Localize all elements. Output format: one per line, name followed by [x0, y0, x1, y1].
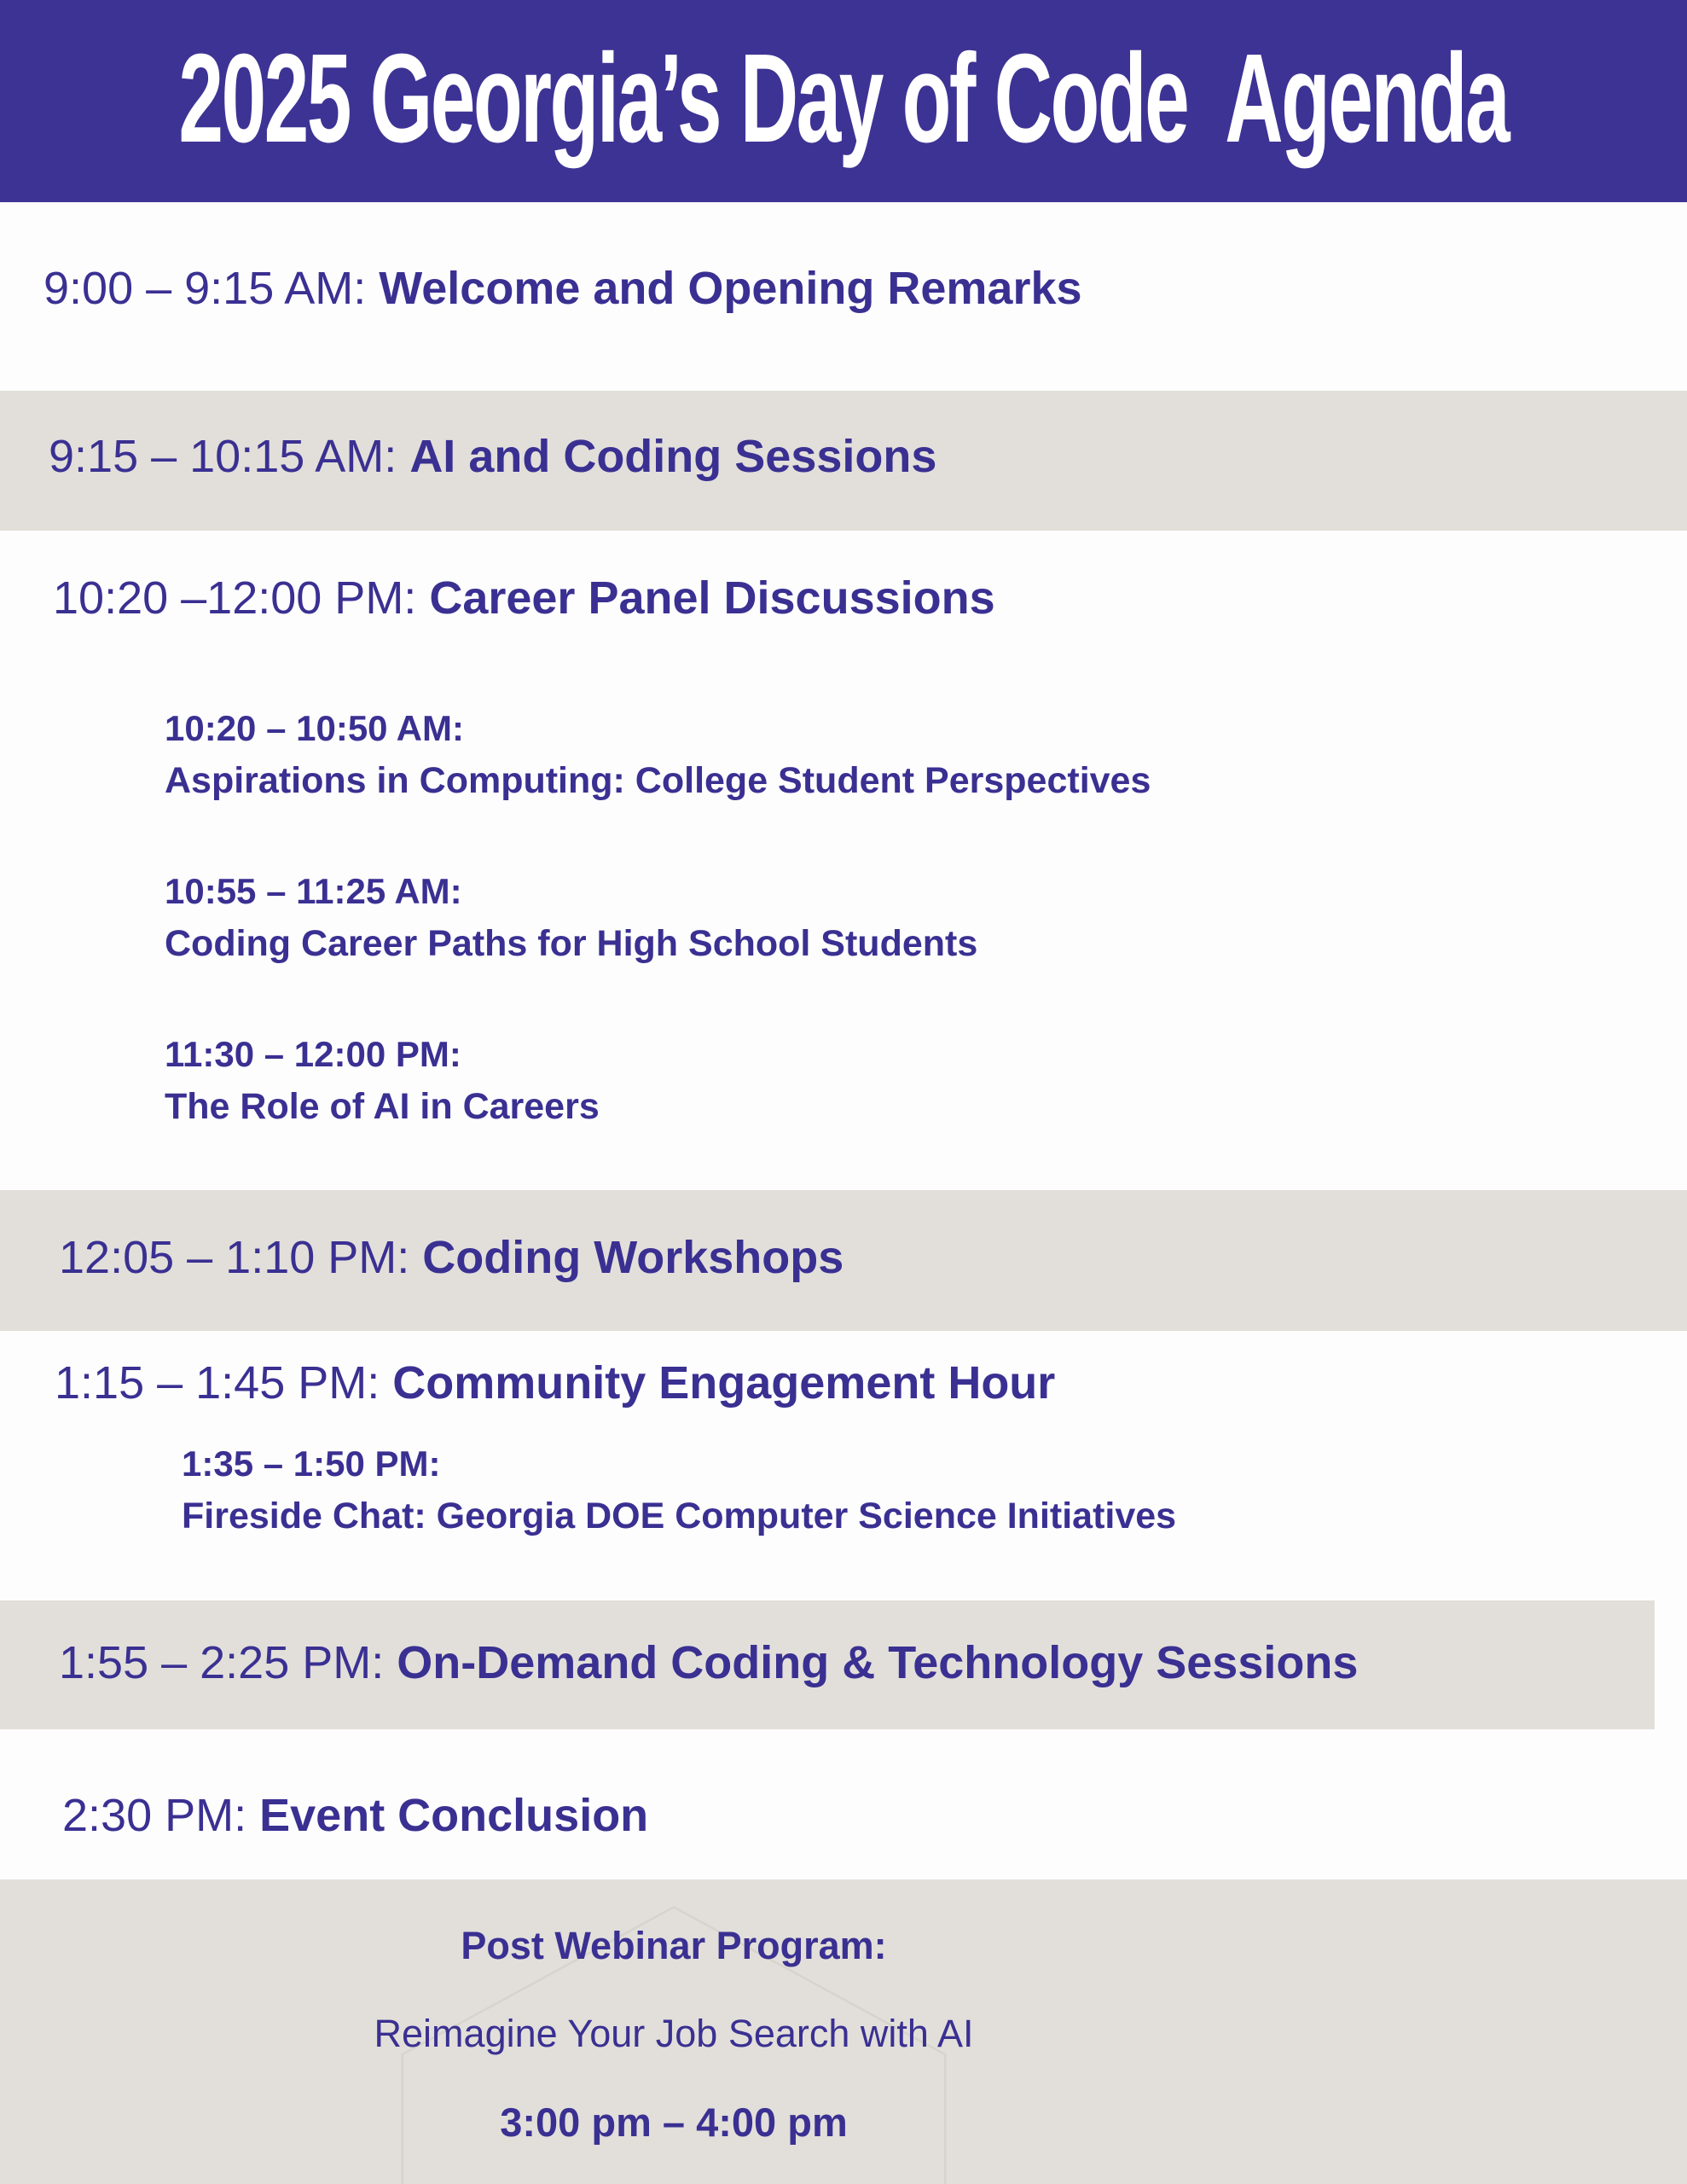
subsession — [165, 703, 1687, 806]
page-title: 2025 Georgia’s Day of Code Agenda — [178, 27, 1509, 169]
agenda-row-ai-coding — [0, 391, 1687, 531]
subsession-time: 10:20 – 10:50 AM: — [165, 708, 464, 749]
session-time: 1:55 – 2:25 PM: — [59, 1637, 385, 1689]
subsession-title: Aspirations in Computing: College Student Perspectives — [165, 760, 1151, 802]
subsession-time: 11:30 – 12:00 PM: — [165, 1034, 461, 1075]
agenda-line — [49, 427, 936, 486]
header-banner — [0, 0, 1687, 202]
agenda-line — [43, 258, 1082, 318]
session-time: 9:15 – 10:15 AM: — [49, 430, 397, 482]
session-time: 12:05 – 1:10 PM: — [59, 1232, 410, 1284]
subsession — [0, 1438, 1687, 1542]
agenda-line — [0, 1353, 1687, 1413]
session-title: On-Demand Coding & Technology Sessions — [397, 1637, 1359, 1689]
agenda-row-welcome — [0, 202, 1687, 391]
agenda-line — [59, 1633, 1358, 1693]
post-webinar-section — [0, 1879, 1687, 2184]
subsession-list — [0, 703, 1687, 1132]
session-title: Event Conclusion — [259, 1789, 649, 1841]
agenda-row-ondemand-sessions — [0, 1600, 1655, 1729]
session-title: Coding Workshops — [422, 1232, 844, 1284]
subsession-time: 1:35 – 1:50 PM: — [182, 1443, 441, 1484]
agenda-row-event-conclusion — [0, 1729, 1687, 1879]
subsession-time: 10:55 – 11:25 AM: — [165, 871, 462, 912]
subsession-title: Coding Career Paths for High School Students — [165, 923, 978, 965]
subsession-title: Fireside Chat: Georgia DOE Computer Science Initiatives — [182, 1496, 1177, 1537]
agenda-line — [62, 1786, 648, 1845]
post-webinar-content — [0, 1879, 1348, 2151]
agenda-line — [59, 1228, 844, 1287]
session-time: 1:15 – 1:45 PM: — [55, 1357, 380, 1409]
post-webinar-time: 3:00 pm – 4:00 pm — [500, 2100, 848, 2145]
session-title: Career Panel Discussions — [429, 572, 995, 624]
session-time: 10:20 –12:00 PM: — [53, 572, 417, 624]
post-webinar-session: Reimagine Your Job Search with AI — [374, 2012, 974, 2055]
agenda-row-coding-workshops — [0, 1190, 1687, 1331]
session-time: 9:00 – 9:15 AM: — [43, 263, 367, 315]
session-time: 2:30 PM: — [62, 1789, 247, 1841]
subsession — [165, 1029, 1687, 1132]
session-title: Community Engagement Hour — [392, 1357, 1056, 1409]
post-webinar-heading: Post Webinar Program: — [461, 1924, 887, 1967]
agenda-row-career-panels — [0, 531, 1687, 1190]
agenda-row-community-engagement — [0, 1331, 1687, 1600]
agenda-line — [0, 568, 1687, 628]
subsession — [165, 866, 1687, 969]
subsession-title: The Role of AI in Careers — [165, 1086, 600, 1128]
session-title: Welcome and Opening Remarks — [379, 263, 1082, 315]
session-title: AI and Coding Sessions — [409, 430, 937, 482]
